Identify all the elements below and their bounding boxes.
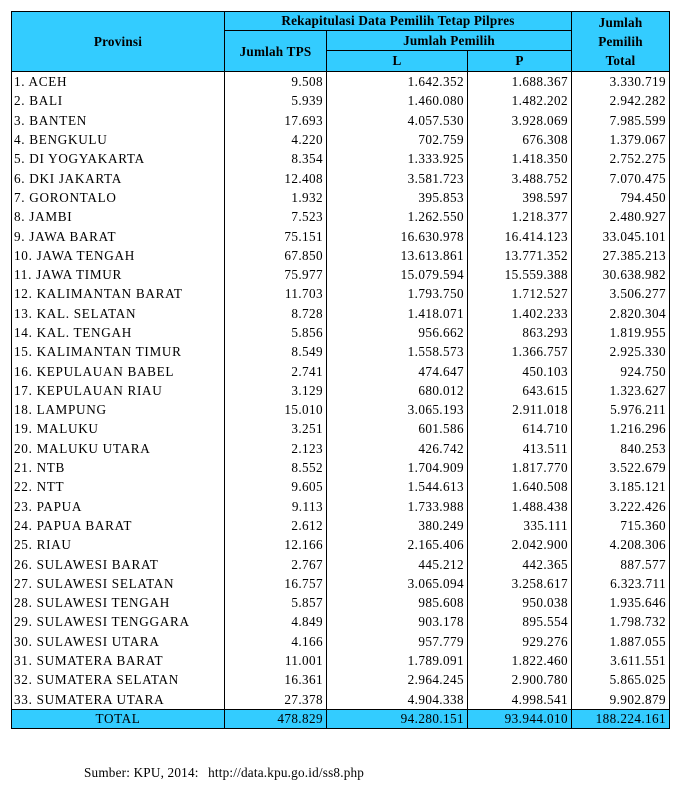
jumlah-tps-header: Jumlah TPS — [225, 31, 327, 72]
p-cell: 895.554 — [468, 612, 572, 631]
l-cell: 1.642.352 — [327, 72, 468, 92]
tps-cell: 9.605 — [225, 477, 327, 496]
table-body — [12, 72, 670, 710]
table-row — [12, 342, 670, 361]
total-cell: 3.611.551 — [572, 651, 670, 670]
p-cell: 413.511 — [468, 439, 572, 458]
l-cell: 1.733.988 — [327, 497, 468, 516]
total-cell: 3.506.277 — [572, 284, 670, 303]
province-cell: 33. SUMATERA UTARA — [12, 690, 225, 710]
l-cell: 474.647 — [327, 361, 468, 380]
p-cell: 1.822.460 — [468, 651, 572, 670]
table-row — [12, 593, 670, 612]
total-cell: 2.480.927 — [572, 207, 670, 226]
province-cell: 18. LAMPUNG — [12, 400, 225, 419]
group-title-header: Rekapitulasi Data Pemilih Tetap Pilpres — [225, 12, 572, 31]
table-row — [12, 535, 670, 554]
voter-recap-table — [11, 11, 670, 729]
table-row — [12, 207, 670, 226]
province-cell: 22. NTT — [12, 477, 225, 496]
tps-cell: 11.001 — [225, 651, 327, 670]
p-cell: 643.615 — [468, 381, 572, 400]
table-footer — [12, 709, 670, 728]
p-cell: 1.402.233 — [468, 304, 572, 323]
table-row — [12, 72, 670, 92]
total-label: TOTAL — [12, 709, 225, 728]
p-cell: 614.710 — [468, 419, 572, 438]
tps-cell: 67.850 — [225, 246, 327, 265]
total-cell: 6.323.711 — [572, 574, 670, 593]
l-cell: 601.586 — [327, 419, 468, 438]
province-cell: 5. DI YOGYAKARTA — [12, 149, 225, 168]
p-cell: 398.597 — [468, 188, 572, 207]
total-cell: 3.522.679 — [572, 458, 670, 477]
tps-cell: 17.693 — [225, 111, 327, 130]
l-cell: 395.853 — [327, 188, 468, 207]
p-header: P — [468, 51, 572, 72]
province-cell: 28. SULAWESI TENGAH — [12, 593, 225, 612]
tps-cell: 8.728 — [225, 304, 327, 323]
tps-cell: 5.857 — [225, 593, 327, 612]
total-cell: 2.925.330 — [572, 342, 670, 361]
l-cell: 13.613.861 — [327, 246, 468, 265]
table-row — [12, 554, 670, 573]
tps-cell: 4.166 — [225, 632, 327, 651]
tps-cell: 3.129 — [225, 381, 327, 400]
table-row — [12, 304, 670, 323]
source-note — [84, 765, 364, 781]
source-label: Sumber: KPU, 2014: — [84, 765, 199, 780]
province-cell: 20. MALUKU UTARA — [12, 439, 225, 458]
total-cell: 1.323.627 — [572, 381, 670, 400]
province-cell: 8. JAMBI — [12, 207, 225, 226]
total-cell: 794.450 — [572, 188, 670, 207]
total-cell: 1.216.296 — [572, 419, 670, 438]
l-cell: 985.608 — [327, 593, 468, 612]
total-cell: 30.638.982 — [572, 265, 670, 284]
total-cell: 2.942.282 — [572, 91, 670, 110]
tps-cell: 5.939 — [225, 91, 327, 110]
l-cell: 1.418.071 — [327, 304, 468, 323]
l-header: L — [327, 51, 468, 72]
table-row — [12, 361, 670, 380]
tps-cell: 9.508 — [225, 72, 327, 92]
p-cell: 1.488.438 — [468, 497, 572, 516]
p-cell: 1.640.508 — [468, 477, 572, 496]
p-cell: 4.998.541 — [468, 690, 572, 710]
p-cell: 335.111 — [468, 516, 572, 535]
total-cell: 2.752.275 — [572, 149, 670, 168]
table-row — [12, 149, 670, 168]
l-cell: 3.065.193 — [327, 400, 468, 419]
total-header — [572, 12, 670, 72]
l-cell: 1.333.925 — [327, 149, 468, 168]
tps-cell: 16.757 — [225, 574, 327, 593]
l-cell: 2.964.245 — [327, 670, 468, 689]
total-cell: 3.185.121 — [572, 477, 670, 496]
table-row — [12, 246, 670, 265]
total-cell: 3.222.426 — [572, 497, 670, 516]
source-url[interactable]: http://data.kpu.go.id/ss8.php — [208, 765, 365, 780]
p-cell: 15.559.388 — [468, 265, 572, 284]
l-cell: 680.012 — [327, 381, 468, 400]
l-cell: 957.779 — [327, 632, 468, 651]
l-cell: 426.742 — [327, 439, 468, 458]
table-row — [12, 168, 670, 187]
total-cell: 33.045.101 — [572, 226, 670, 245]
tps-cell: 1.932 — [225, 188, 327, 207]
table-row — [12, 111, 670, 130]
tps-cell: 8.354 — [225, 149, 327, 168]
total-cell: 5.865.025 — [572, 670, 670, 689]
table-row — [12, 516, 670, 535]
tps-cell: 12.166 — [225, 535, 327, 554]
tps-cell: 2.741 — [225, 361, 327, 380]
province-cell: 6. DKI JAKARTA — [12, 168, 225, 187]
p-cell: 3.488.752 — [468, 168, 572, 187]
total-cell: 2.820.304 — [572, 304, 670, 323]
province-cell: 24. PAPUA BARAT — [12, 516, 225, 535]
total-l: 94.280.151 — [327, 709, 468, 728]
p-cell: 2.900.780 — [468, 670, 572, 689]
province-cell: 27. SULAWESI SELATAN — [12, 574, 225, 593]
total-p: 93.944.010 — [468, 709, 572, 728]
p-cell: 442.365 — [468, 554, 572, 573]
l-cell: 15.079.594 — [327, 265, 468, 284]
province-cell: 29. SULAWESI TENGGARA — [12, 612, 225, 631]
table-row — [12, 690, 670, 710]
table-row — [12, 188, 670, 207]
total-header-line3: Total — [605, 53, 636, 68]
l-cell: 2.165.406 — [327, 535, 468, 554]
p-cell: 2.042.900 — [468, 535, 572, 554]
table-row — [12, 458, 670, 477]
table-row — [12, 226, 670, 245]
tps-cell: 15.010 — [225, 400, 327, 419]
l-cell: 3.581.723 — [327, 168, 468, 187]
total-cell: 887.577 — [572, 554, 670, 573]
province-cell: 9. JAWA BARAT — [12, 226, 225, 245]
provinsi-header: Provinsi — [12, 12, 225, 72]
p-cell: 1.418.350 — [468, 149, 572, 168]
l-cell: 16.630.978 — [327, 226, 468, 245]
total-cell: 840.253 — [572, 439, 670, 458]
tps-cell: 3.251 — [225, 419, 327, 438]
l-cell: 1.544.613 — [327, 477, 468, 496]
total-cell: 1.887.055 — [572, 632, 670, 651]
tps-cell: 12.408 — [225, 168, 327, 187]
tps-cell: 16.361 — [225, 670, 327, 689]
tps-cell: 75.151 — [225, 226, 327, 245]
l-cell: 956.662 — [327, 323, 468, 342]
total-grand: 188.224.161 — [572, 709, 670, 728]
total-cell: 27.385.213 — [572, 246, 670, 265]
province-cell: 11. JAWA TIMUR — [12, 265, 225, 284]
province-cell: 25. RIAU — [12, 535, 225, 554]
province-cell: 16. KEPULAUAN BABEL — [12, 361, 225, 380]
province-cell: 14. KAL. TENGAH — [12, 323, 225, 342]
tps-cell: 8.549 — [225, 342, 327, 361]
province-cell: 21. NTB — [12, 458, 225, 477]
total-cell: 9.902.879 — [572, 690, 670, 710]
province-cell: 15. KALIMANTAN TIMUR — [12, 342, 225, 361]
p-cell: 863.293 — [468, 323, 572, 342]
total-cell: 715.360 — [572, 516, 670, 535]
table-row — [12, 497, 670, 516]
l-cell: 1.460.080 — [327, 91, 468, 110]
table-header — [12, 12, 670, 72]
tps-cell: 7.523 — [225, 207, 327, 226]
total-header-line2: Pemilih — [598, 34, 643, 49]
table-row — [12, 91, 670, 110]
tps-cell: 2.123 — [225, 439, 327, 458]
table-row — [12, 439, 670, 458]
total-row — [12, 709, 670, 728]
total-cell: 7.985.599 — [572, 111, 670, 130]
tps-cell: 27.378 — [225, 690, 327, 710]
province-cell: 4. BENGKULU — [12, 130, 225, 149]
total-tps: 478.829 — [225, 709, 327, 728]
table-row — [12, 419, 670, 438]
total-cell: 924.750 — [572, 361, 670, 380]
p-cell: 676.308 — [468, 130, 572, 149]
table-row — [12, 130, 670, 149]
l-cell: 1.789.091 — [327, 651, 468, 670]
total-cell: 4.208.306 — [572, 535, 670, 554]
total-cell: 1.798.732 — [572, 612, 670, 631]
p-cell: 3.258.617 — [468, 574, 572, 593]
total-cell: 1.935.646 — [572, 593, 670, 612]
province-cell: 30. SULAWESI UTARA — [12, 632, 225, 651]
p-cell: 1.712.527 — [468, 284, 572, 303]
l-cell: 702.759 — [327, 130, 468, 149]
tps-cell: 5.856 — [225, 323, 327, 342]
province-cell: 26. SULAWESI BARAT — [12, 554, 225, 573]
p-cell: 1.688.367 — [468, 72, 572, 92]
province-cell: 23. PAPUA — [12, 497, 225, 516]
l-cell: 1.558.573 — [327, 342, 468, 361]
total-header-line1: Jumlah — [598, 15, 643, 30]
l-cell: 903.178 — [327, 612, 468, 631]
p-cell: 13.771.352 — [468, 246, 572, 265]
p-cell: 929.276 — [468, 632, 572, 651]
table-row — [12, 632, 670, 651]
tps-cell: 2.612 — [225, 516, 327, 535]
l-cell: 1.793.750 — [327, 284, 468, 303]
tps-cell: 8.552 — [225, 458, 327, 477]
total-cell: 1.379.067 — [572, 130, 670, 149]
tps-cell: 4.849 — [225, 612, 327, 631]
p-cell: 1.218.377 — [468, 207, 572, 226]
table-row — [12, 265, 670, 284]
table-row — [12, 477, 670, 496]
province-cell: 13. KAL. SELATAN — [12, 304, 225, 323]
tps-cell: 9.113 — [225, 497, 327, 516]
province-cell: 19. MALUKU — [12, 419, 225, 438]
province-cell: 7. GORONTALO — [12, 188, 225, 207]
l-cell: 4.904.338 — [327, 690, 468, 710]
province-cell: 10. JAWA TENGAH — [12, 246, 225, 265]
l-cell: 4.057.530 — [327, 111, 468, 130]
province-cell: 32. SUMATERA SELATAN — [12, 670, 225, 689]
p-cell: 450.103 — [468, 361, 572, 380]
p-cell: 1.817.770 — [468, 458, 572, 477]
p-cell: 2.911.018 — [468, 400, 572, 419]
total-cell: 5.976.211 — [572, 400, 670, 419]
tps-cell: 2.767 — [225, 554, 327, 573]
total-cell: 7.070.475 — [572, 168, 670, 187]
province-cell: 31. SUMATERA BARAT — [12, 651, 225, 670]
l-cell: 1.704.909 — [327, 458, 468, 477]
total-cell: 1.819.955 — [572, 323, 670, 342]
table-row — [12, 574, 670, 593]
p-cell: 3.928.069 — [468, 111, 572, 130]
tps-cell: 75.977 — [225, 265, 327, 284]
l-cell: 445.212 — [327, 554, 468, 573]
p-cell: 1.366.757 — [468, 342, 572, 361]
tps-cell: 11.703 — [225, 284, 327, 303]
province-cell: 3. BANTEN — [12, 111, 225, 130]
total-cell: 3.330.719 — [572, 72, 670, 92]
table-row — [12, 284, 670, 303]
table-row — [12, 670, 670, 689]
p-cell: 950.038 — [468, 593, 572, 612]
l-cell: 1.262.550 — [327, 207, 468, 226]
table-row — [12, 400, 670, 419]
table-row — [12, 612, 670, 631]
province-cell: 1. ACEH — [12, 72, 225, 92]
p-cell: 1.482.202 — [468, 91, 572, 110]
p-cell: 16.414.123 — [468, 226, 572, 245]
l-cell: 3.065.094 — [327, 574, 468, 593]
table-row — [12, 323, 670, 342]
table-row — [12, 381, 670, 400]
province-cell: 2. BALI — [12, 91, 225, 110]
province-cell: 17. KEPULAUAN RIAU — [12, 381, 225, 400]
jumlah-pemilih-header: Jumlah Pemilih — [327, 31, 572, 51]
province-cell: 12. KALIMANTAN BARAT — [12, 284, 225, 303]
tps-cell: 4.220 — [225, 130, 327, 149]
table-row — [12, 651, 670, 670]
l-cell: 380.249 — [327, 516, 468, 535]
